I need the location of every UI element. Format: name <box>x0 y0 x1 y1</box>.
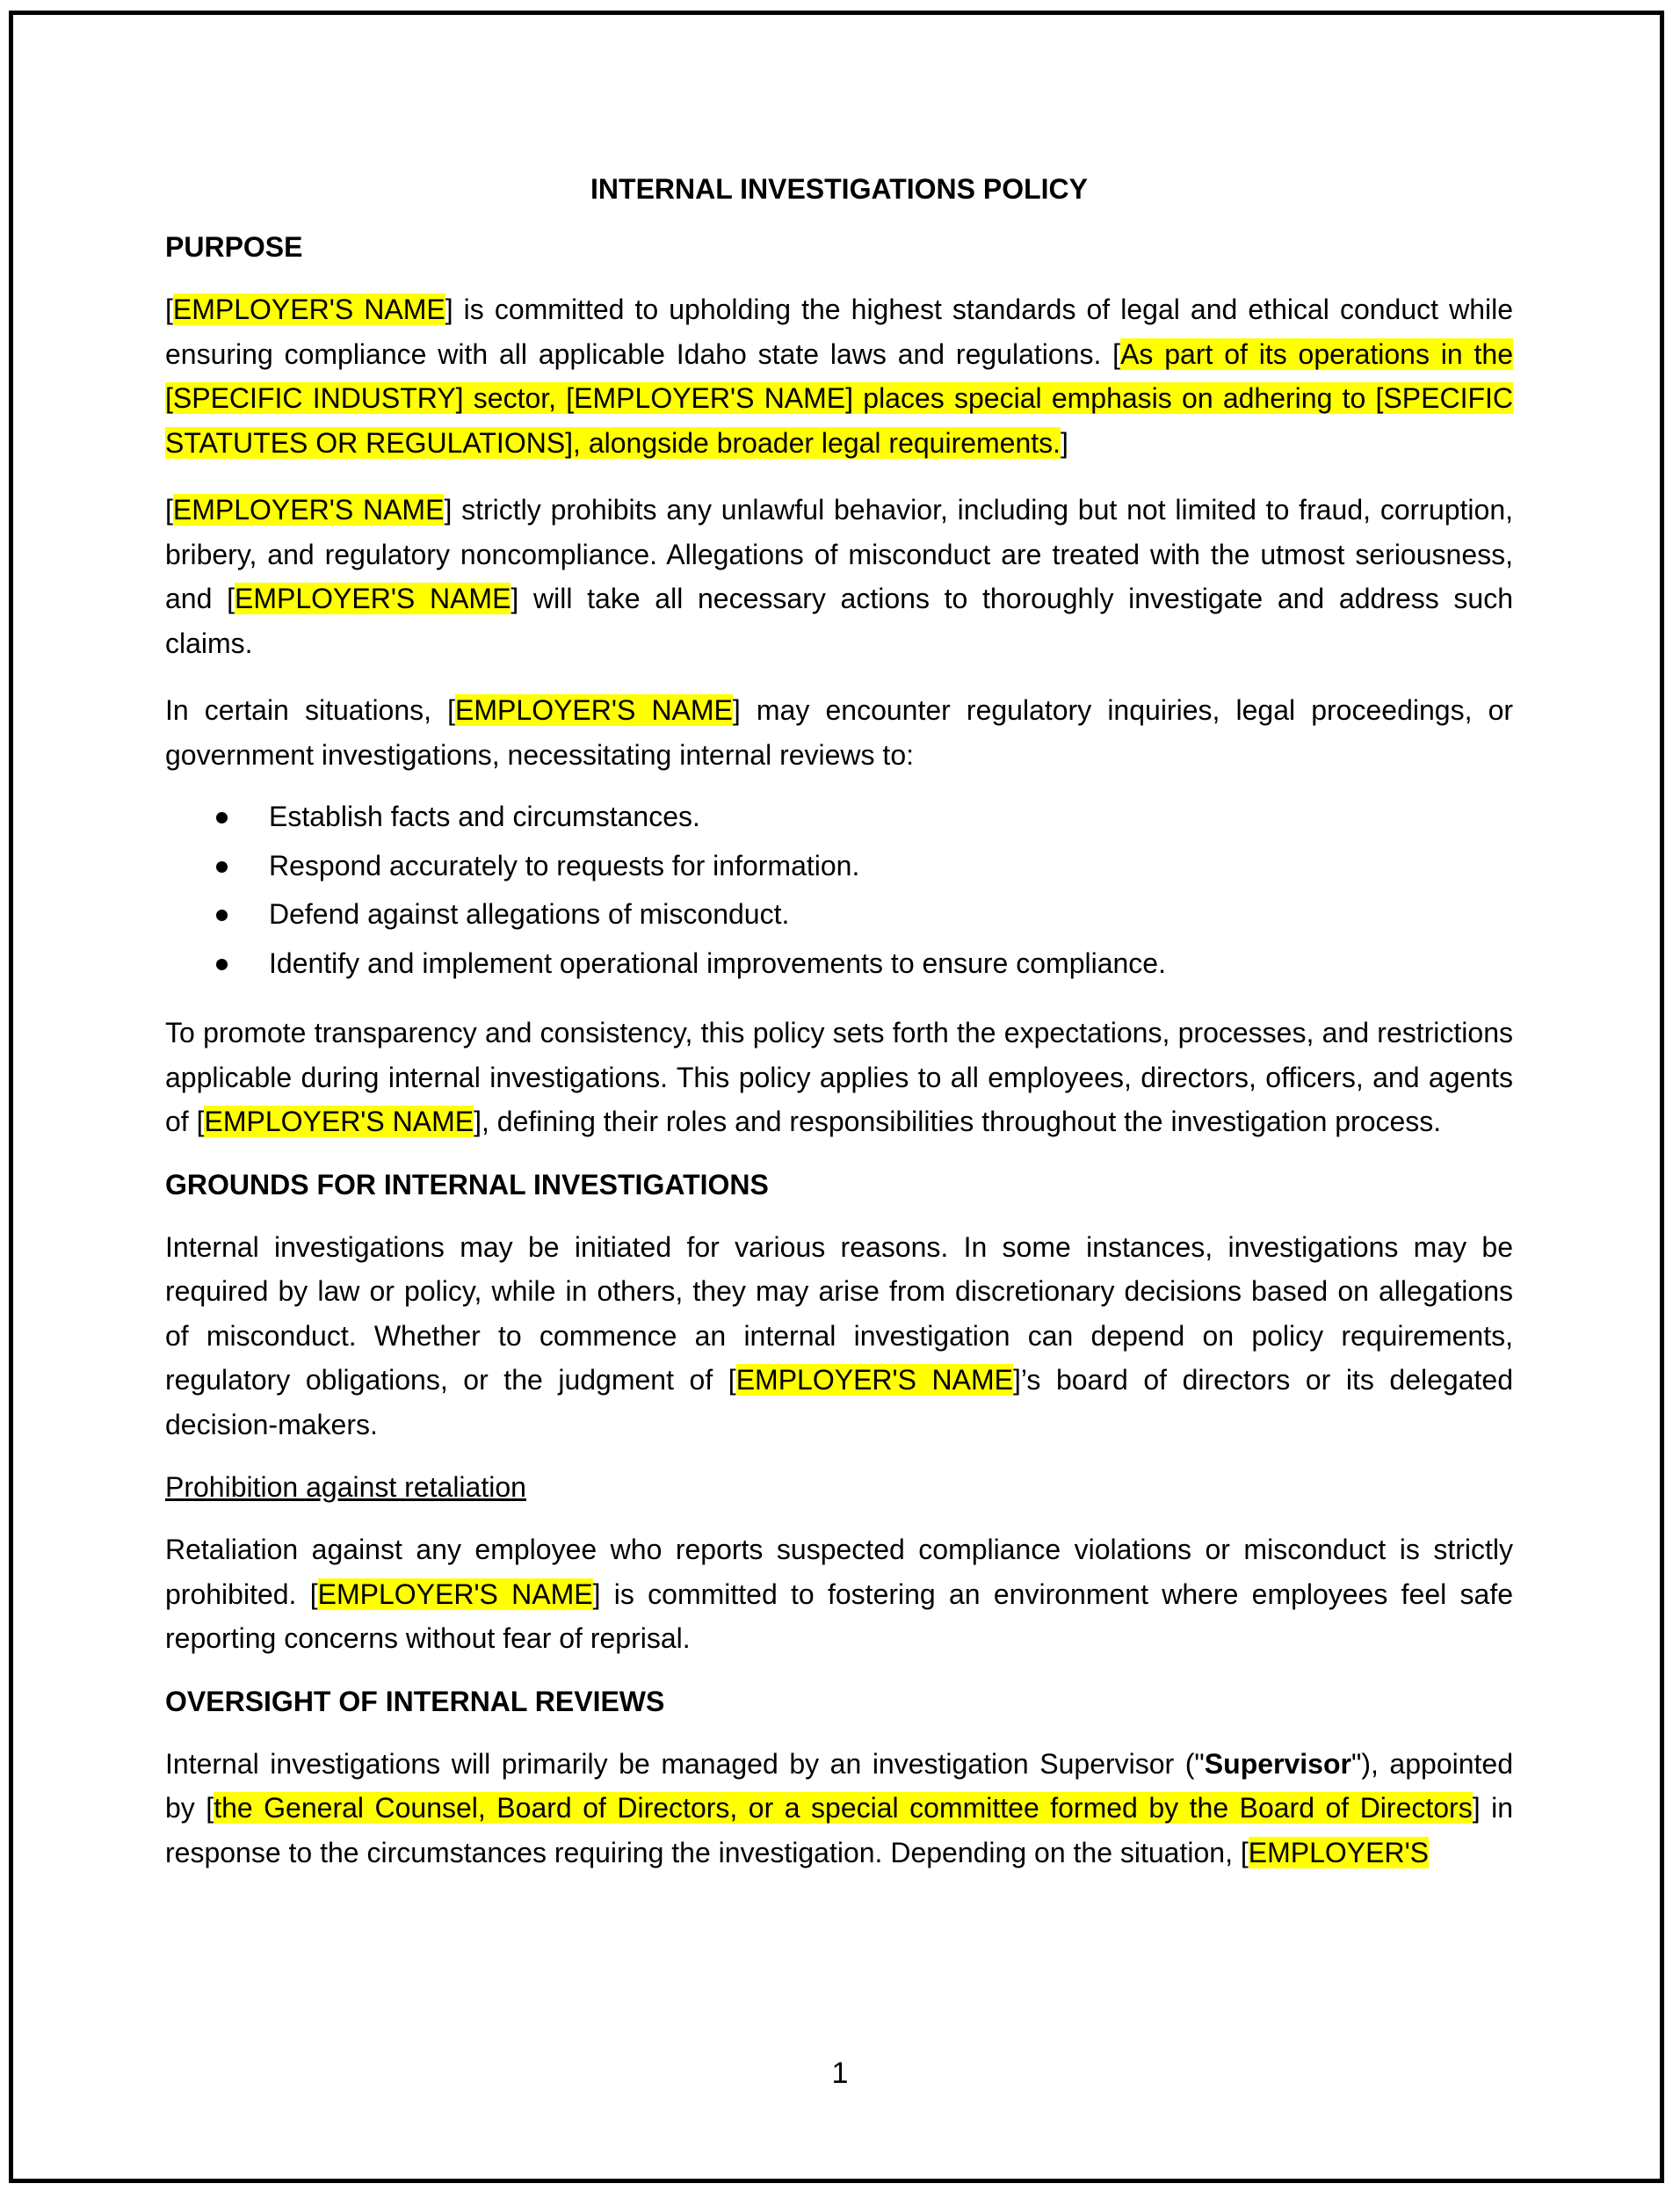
bullet-icon <box>216 910 228 921</box>
bullet-list <box>165 793 1513 988</box>
heading-purpose: PURPOSE <box>165 231 303 263</box>
highlighted-placeholder: EMPLOYER'S NAME <box>172 494 445 526</box>
purpose-paragraph-3 <box>165 688 1513 777</box>
list-item <box>269 842 1513 891</box>
text: ] is committed to fostering an environment where employees feel safe reporting concerns without fear of reprisal. <box>165 1578 1514 1654</box>
oversight-paragraph-1 <box>165 1742 1513 1875</box>
text: ] is committed to upholding the highest standards of legal and ethical conduct while ensuring compliance with all applicable Idaho state laws and regulations. [ <box>165 294 1514 370</box>
bullet-icon <box>216 861 228 873</box>
text: ]’s board of directors or its delegated decision-makers. <box>165 1364 1514 1440</box>
list-item-text: Establish facts and circumstances. <box>269 801 700 832</box>
bold-term: Supervisor <box>1204 1747 1351 1780</box>
page-number: 1 <box>831 2057 849 2090</box>
list-item <box>269 890 1513 939</box>
text: "), appointed by [ <box>165 1747 1514 1824</box>
list-item <box>269 793 1513 842</box>
highlighted-placeholder: EMPLOYER'S NAME <box>204 1106 474 1137</box>
text: [ <box>165 294 173 325</box>
highlighted-placeholder: As part of its operations in the [SPECIFIC INDUSTRY] sector, [EMPLOYER'S NAME] places special emphasis on adhering to [SPECIFIC STATUTES OR REGULATIONS], alongside broader legal requirements. <box>165 337 1514 459</box>
purpose-paragraph-1 <box>165 287 1513 465</box>
highlighted-placeholder: EMPLOYER'S NAME <box>234 583 511 614</box>
heading-oversight: OVERSIGHT OF INTERNAL REVIEWS <box>165 1685 665 1717</box>
text: ], defining their roles and responsibilities throughout the investigation process. <box>474 1106 1442 1137</box>
text: ] may encounter regulatory inquiries, legal proceedings, or government investigations, necessitating internal reviews to: <box>165 694 1514 771</box>
text: Internal investigations may be initiated for various reasons. In some instances, investigations may be required by law or policy, while in others, they may arise from discretionary decisions based on allegations of misconduct. Whether to commence an internal investigation can depend on policy requirements, regulatory obligations, or the judgment of [ <box>165 1230 1513 1396</box>
bullet-icon <box>216 959 228 970</box>
text: Internal investigations will primarily be managed by an investigation Supervisor (" <box>165 1747 1205 1780</box>
highlighted-placeholder: EMPLOYER'S NAME <box>455 694 733 726</box>
highlighted-placeholder: EMPLOYER'S NAME <box>172 294 445 325</box>
heading-grounds: GROUNDS FOR INTERNAL INVESTIGATIONS <box>165 1168 769 1201</box>
purpose-paragraph-2 <box>165 488 1513 665</box>
purpose-paragraph-4 <box>165 1011 1513 1144</box>
highlighted-placeholder: the General Counsel, Board of Directors, or a special committee formed by the Board of Directors <box>214 1792 1473 1824</box>
highlighted-placeholder: EMPLOYER'S <box>1248 1836 1430 1868</box>
list-item-text: Identify and implement operational improvements to ensure compliance. <box>269 947 1166 979</box>
text: Retaliation against any employee who reports suspected compliance violations or misconduct is strictly prohibited. [ <box>165 1534 1513 1610</box>
highlighted-placeholder: EMPLOYER'S NAME <box>317 1578 593 1610</box>
grounds-paragraph-2 <box>165 1527 1513 1661</box>
text: To promote transparency and consistency, this policy sets forth the expectations, processes, and restrictions applicable during internal investigations. This policy applies to all employees, directors, officers, and agents of [ <box>165 1017 1513 1137</box>
list-item-text: Defend against allegations of misconduct. <box>269 898 790 930</box>
text: In certain situations, [ <box>165 694 456 726</box>
list-item <box>269 939 1513 989</box>
document-body <box>165 171 1513 1897</box>
text: ] in response to the circumstances requiring the investigation. Depending on the situation, [ <box>165 1792 1514 1868</box>
subheading-retaliation: Prohibition against retaliation <box>165 1471 526 1503</box>
list-item-text: Respond accurately to requests for information. <box>269 849 860 881</box>
document-title: INTERNAL INVESTIGATIONS POLICY <box>590 173 1088 205</box>
grounds-paragraph-1 <box>165 1225 1513 1447</box>
highlighted-placeholder: EMPLOYER'S NAME <box>735 1364 1013 1396</box>
text: ] will take all necessary actions to thoroughly investigate and address such claims. <box>165 583 1514 659</box>
text: ] strictly prohibits any unlawful behavior, including but not limited to fraud, corruption, bribery, and regulatory noncompliance. Allegations of misconduct are treated with the utmost seriousness, and [ <box>165 494 1514 614</box>
bullet-icon <box>216 812 228 823</box>
text: [ <box>165 494 173 526</box>
text: ] <box>1061 426 1068 459</box>
